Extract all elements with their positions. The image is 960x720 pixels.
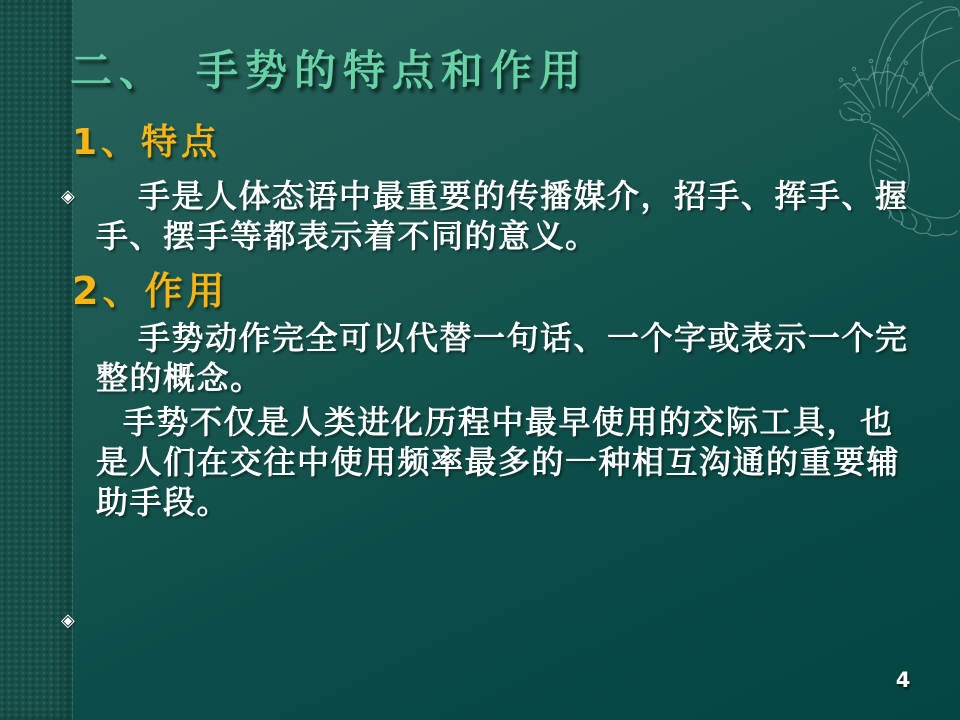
slide-title: 二、 手势的特点和作用 [70, 46, 589, 95]
section-heading-function: 2、作用 [72, 269, 229, 313]
features-bullet-text: 手是人体态语中最重要的传播媒介，招手、挥手、握手、摆手等都表示着不同的意义。 [96, 177, 909, 255]
page-number: 4 [895, 668, 911, 692]
section-heading-features: 1、特点 [72, 122, 222, 163]
function-paragraph-1: 手势动作完全可以代替一句话、一个字或表示一个完整的概念。 [96, 319, 909, 397]
diamond-bullet-icon: ◈ [61, 186, 75, 207]
function-paragraph-2: 手势不仅是人类进化历程中最早使用的交际工具，也是人们在交往中使用频率最多的一种相互沟通的重要辅助手段。 [96, 403, 901, 521]
empty-diamond-bullet-icon: ◈ [61, 610, 75, 631]
